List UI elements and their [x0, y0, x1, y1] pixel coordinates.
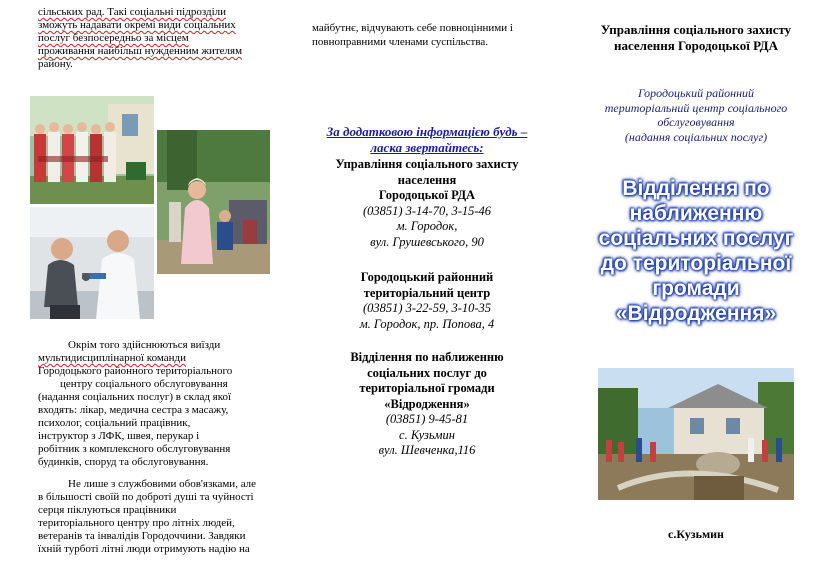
contact-block-center: [292, 270, 562, 332]
address: м. Городок, пр. Попова, 4: [359, 316, 495, 331]
text-line: Городоцького районного територіального: [38, 365, 233, 377]
left-paragraph-care: [38, 478, 274, 556]
text-line: За додатковою інформацією будь –: [326, 124, 528, 139]
title-line: Відділення по: [622, 177, 770, 200]
text-line: зможуть надавати окремі види соціальних: [38, 19, 236, 31]
text-line: мультидисциплінарної команди: [38, 352, 187, 364]
org-name-line: Городоцький районний: [360, 270, 494, 284]
text-line: Управління соціального захисту: [600, 22, 792, 37]
title-line: «Відродження»: [615, 302, 777, 325]
org-name-line: територіальний центр: [363, 285, 491, 300]
photo-building-opening: [598, 368, 794, 500]
middle-panel: [292, 0, 562, 562]
contact-heading: [292, 124, 562, 155]
right-panel: [566, 0, 826, 562]
cover-footer-location: с.Кузьмин: [668, 527, 724, 541]
phone-number: (03851) 9-45-81: [385, 412, 469, 426]
cover-subtitle: [566, 86, 826, 144]
text-line: інструктор з ЛФК, швея, перукар і: [38, 430, 200, 442]
org-name-line: територіальної громади: [359, 381, 495, 395]
text-line: сільських рад. Такі соціальні підрозділи: [38, 6, 226, 18]
address-street: вул. Грушевського, 90: [370, 234, 484, 249]
photo-choir: [30, 96, 154, 204]
text-line: серця піклуються працівники: [38, 504, 177, 516]
org-name-line: Городоцької РДА: [378, 188, 476, 202]
text-line: послуг безпосередньо за місцем: [38, 32, 189, 44]
phone-number: (03851) 3-14-70, 3-15-46: [362, 203, 492, 218]
text-line: будинків, споруд та обслуговування.: [38, 456, 209, 468]
org-name-line: Управління соціального захисту: [335, 157, 519, 171]
text-line: Окрім того здійснюються виїзди: [68, 339, 221, 351]
left-panel: [0, 0, 290, 562]
text-line: (надання соціальних послуг): [624, 129, 768, 144]
address-city: м. Городок,: [396, 219, 458, 233]
org-name-line: Відділення по наближенню: [350, 350, 504, 364]
title-line: соціальних послуг: [598, 227, 794, 250]
address-village: с. Кузьмин: [399, 427, 455, 442]
title-line: наближенню: [629, 202, 763, 225]
org-name-line: «Відродження»: [384, 396, 470, 411]
text-line: центру соціального обслуговування: [60, 378, 228, 390]
text-line: повноправними членами суспільства.: [312, 35, 489, 48]
text-line: майбутнє, відчувають себе повноцінними і: [312, 22, 513, 34]
text-line: району.: [38, 58, 73, 70]
photo-event-woman: [157, 130, 270, 274]
org-name-line: соціальних послуг до: [367, 365, 487, 380]
photo-doctor-patient: [30, 207, 154, 319]
phone-number: (03851) 3-22-59, 3-10-35: [362, 301, 492, 315]
address-street: вул. Шевченка,116: [378, 443, 476, 457]
cover-header: [566, 22, 826, 54]
text-line: територіальний центр соціального: [604, 100, 788, 115]
text-line: територіального центру про літніх людей,: [38, 517, 235, 529]
title-line: до територіальної: [600, 252, 792, 275]
org-name-line: населення: [397, 172, 457, 187]
text-line: ласка звертайтесь:: [370, 139, 484, 155]
cover-title: [566, 176, 826, 326]
text-line: населення Городоцької РДА: [613, 38, 778, 53]
text-line: ветеранів та інвалідів Городоччини. Завдяки: [38, 530, 246, 542]
title-line: громади: [652, 277, 740, 300]
left-paragraph-team: [38, 339, 270, 469]
left-top-text: [38, 6, 270, 71]
text-line: їхній турботі літні люди отримують надію на: [38, 543, 250, 555]
text-line: психолог, соціальний працівник,: [38, 417, 191, 429]
text-line: (надання соціальних послуг) в склад якої: [38, 391, 232, 403]
text-line: обслуговування: [657, 115, 735, 129]
text-line: входять: лікар, медична сестра з масажу,: [38, 404, 229, 416]
contact-block-department: [292, 157, 562, 250]
text-line: Городоцький районний: [637, 86, 755, 100]
text-line: робітник з комплексного обслуговування: [38, 443, 231, 455]
text-line: в більшості своїй по доброті душі та чуйності: [38, 491, 254, 503]
text-line: проживання найбільш нужденним жителям: [38, 45, 243, 57]
middle-top-text: [312, 22, 552, 49]
text-line: Не лише з службовими обов'язками, але: [68, 478, 257, 490]
contact-block-branch: [292, 350, 562, 459]
